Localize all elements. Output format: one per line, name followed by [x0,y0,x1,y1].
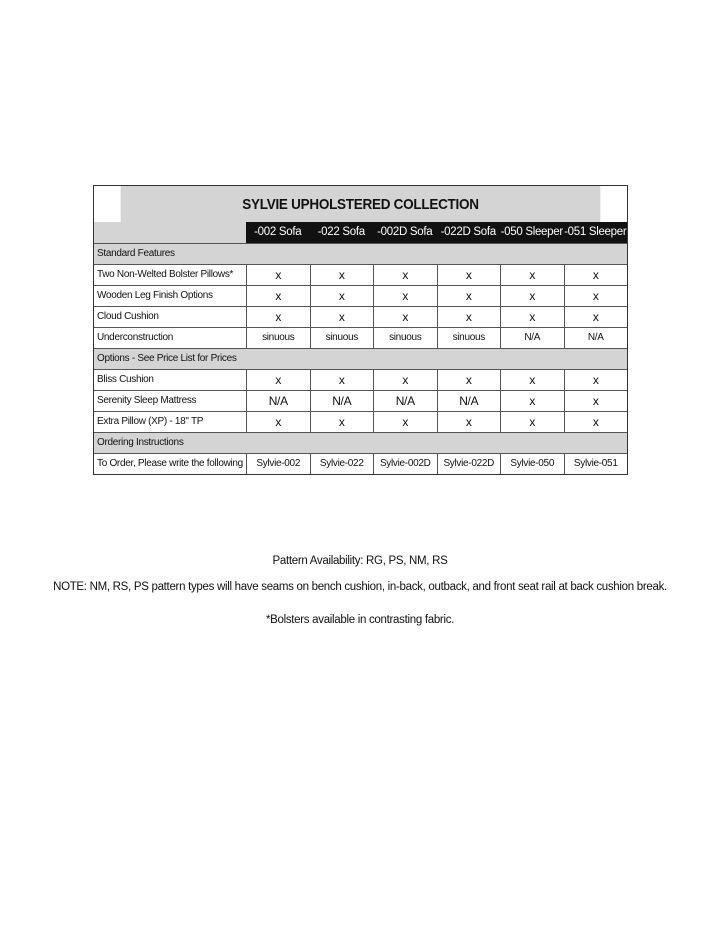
row-label: Wooden Leg Finish Options [97,290,213,301]
column-headers [246,222,627,243]
table-cell: x [373,286,437,306]
row-label: Underconstruction [97,332,174,343]
table-cell: x [564,265,628,285]
table-row [94,369,627,390]
table-cell: x [500,412,564,432]
table-row [94,264,627,285]
table-cell: x [246,286,310,306]
column-header: -022D Sofa [440,226,496,238]
table-cell: N/A [437,391,501,411]
row-label: Cloud Cushion [97,311,159,322]
table-cell: x [500,391,564,411]
feature-table [93,185,628,475]
section-heading: Options - See Price List for Prices [94,348,627,369]
table-cell: x [500,370,564,390]
table-row [94,390,627,411]
pattern-availability-note: Pattern Availability: RG, PS, NM, RS [272,555,448,567]
table-cell: x [246,265,310,285]
row-label: Serenity Sleep Mattress [97,395,197,406]
table-cell: x [437,307,501,327]
header-blank-cell [94,222,246,243]
table-cell: Sylvie-002D [373,454,437,474]
section-heading: Standard Features [94,243,627,264]
table-cell: x [500,265,564,285]
table-cell: Sylvie-002 [246,454,310,474]
table-cell: N/A [246,391,310,411]
table-cell: x [564,370,628,390]
bolsters-note: *Bolsters available in contrasting fabric. [265,614,455,626]
table-cell: x [564,307,628,327]
table-row [94,453,627,474]
table-cell: x [437,286,501,306]
table-body [94,243,627,474]
row-label: Extra Pillow (XP) - 18" TP [97,416,204,427]
table-cell: sinuous [246,328,310,348]
table-cell: N/A [310,391,374,411]
column-header-row [94,222,627,243]
column-header: -050 Sleeper [500,226,563,238]
table-cell: x [310,286,374,306]
table-cell: x [500,307,564,327]
table-cell: Sylvie-022 [310,454,374,474]
column-header: -002D Sofa [377,226,433,238]
table-cell: x [310,412,374,432]
table-cell: x [373,370,437,390]
column-header: -002 Sofa [254,226,302,238]
table-row [94,306,627,327]
section-heading: Ordering Instructions [94,432,627,453]
table-cell: x [246,412,310,432]
table-cell: x [373,265,437,285]
table-row [94,327,627,348]
table-cell: x [564,412,628,432]
table-row [94,411,627,432]
table-cell: sinuous [310,328,374,348]
table-cell: sinuous [373,328,437,348]
table-cell: x [437,412,501,432]
table-cell: N/A [373,391,437,411]
table-cell: x [500,286,564,306]
table-cell: x [564,391,628,411]
table-title: SYLVIE UPHOLSTERED COLLECTION [121,186,601,222]
column-header: -022 Sofa [317,226,365,238]
seams-note: NOTE: NM, RS, PS pattern types will have seams on bench cushion, in-back, outback, and front seat rail at back cushion break. [53,581,667,593]
table-cell: x [246,307,310,327]
table-cell: x [373,412,437,432]
table-cell: N/A [564,328,628,348]
table-cell: x [437,265,501,285]
column-header: -051 Sleeper [564,226,627,238]
table-cell: sinuous [437,328,501,348]
row-label: Two Non-Welted Bolster Pillows* [97,269,234,280]
table-cell: Sylvie-050 [500,454,564,474]
table-cell: N/A [500,328,564,348]
table-cell: x [373,307,437,327]
table-cell: x [310,370,374,390]
row-label: To Order, Please write the following [97,458,243,469]
row-label: Bliss Cushion [97,374,154,385]
table-cell: Sylvie-051 [564,454,628,474]
table-cell: Sylvie-022D [437,454,501,474]
table-cell: x [246,370,310,390]
table-row [94,285,627,306]
table-cell: x [310,265,374,285]
table-cell: x [564,286,628,306]
table-cell: x [437,370,501,390]
table-cell: x [310,307,374,327]
